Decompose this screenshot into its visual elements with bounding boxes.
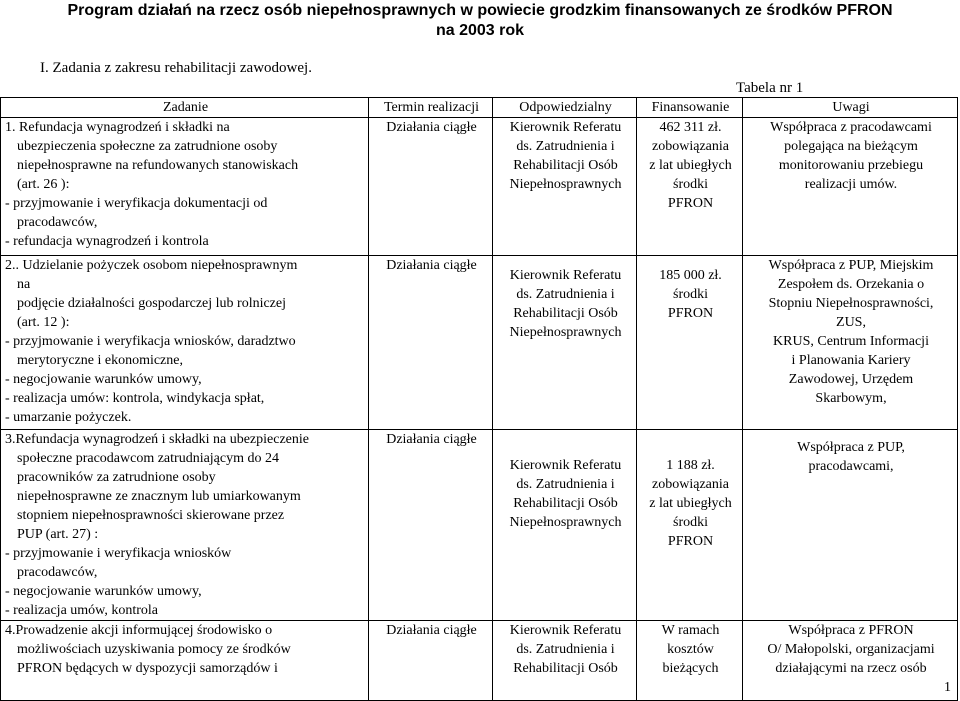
- term-cell: Działania ciągłe: [369, 430, 493, 621]
- responsible-cell-line: Rehabilitacji Osób: [513, 661, 618, 676]
- remarks-cell-line: Stopniu Niepełnosprawności,: [768, 296, 934, 311]
- responsible-cell: [493, 621, 637, 701]
- task-cell-line: - negocjowanie warunków umowy,: [5, 584, 202, 599]
- task-cell-line: 3.Refundacja wynagrodzeń i składki na ubezpieczenie: [5, 432, 309, 447]
- term-cell: Działania ciągłe: [369, 256, 493, 430]
- task-cell-line: stopniem niepełnosprawności skierowane przez: [17, 508, 285, 523]
- financing-cell-line: z lat ubiegłych: [649, 496, 732, 511]
- task-cell-line: możliwościach uzyskiwania pomocy ze środków: [17, 642, 291, 657]
- responsible-cell-line: Rehabilitacji Osób: [513, 496, 618, 511]
- remarks-cell: [743, 621, 958, 701]
- responsible-cell: [493, 118, 637, 256]
- remarks-cell-line: Współpraca z PUP, Miejskim: [768, 258, 934, 273]
- remarks-cell-line: polegająca na bieżącym: [784, 139, 918, 154]
- task-cell: [1, 621, 369, 701]
- remarks-cell-line: KRUS, Centrum Informacji: [773, 334, 929, 349]
- task-cell-line: niepełnosprawne ze znacznym lub umiarkowanym: [17, 489, 301, 504]
- remarks-cell: [743, 118, 958, 256]
- header-remarks: Uwagi: [743, 98, 958, 118]
- task-cell-line: ubezpieczenia społeczne za zatrudnione osoby: [17, 139, 278, 154]
- task-cell-line: pracodawców,: [17, 565, 98, 580]
- task-cell-line: 4.Prowadzenie akcji informującej środowisko o: [5, 623, 273, 638]
- task-cell-line: - negocjowanie warunków umowy,: [5, 372, 202, 387]
- responsible-cell-line: Kierownik Referatu: [509, 268, 622, 283]
- financing-cell: [637, 621, 743, 701]
- responsible-cell-line: Kierownik Referatu: [509, 458, 622, 473]
- task-cell-line: podjęcie działalności gospodarczej lub rolniczej: [17, 296, 287, 311]
- remarks-cell: [743, 430, 958, 621]
- responsible-cell: [493, 256, 637, 430]
- financing-cell: [637, 118, 743, 256]
- task-cell-line: 2.. Udzielanie pożyczek osobom niepełnosprawnym: [5, 258, 298, 273]
- task-cell-line: - przyjmowanie i weryfikacja wniosków: [5, 546, 232, 561]
- financing-cell-line: W ramach: [661, 623, 720, 638]
- responsible-cell-line: Niepełnosprawnych: [509, 177, 622, 192]
- task-cell-line: pracowników za zatrudnione osoby: [17, 470, 216, 485]
- remarks-cell-line: Skarbowym,: [815, 391, 887, 406]
- task-cell-line: PUP (art. 27) :: [17, 527, 99, 542]
- remarks-cell-line: ZUS,: [836, 315, 866, 330]
- financing-cell-line: zobowiązania: [652, 139, 729, 154]
- financing-cell: [637, 430, 743, 621]
- responsible-cell-line: ds. Zatrudnienia i: [516, 642, 615, 657]
- task-cell-line: - realizacja umów: kontrola, windykacja spłat,: [5, 391, 265, 406]
- remarks-cell-line: monitorowaniu przebiegu: [778, 158, 924, 173]
- table-row: [1, 430, 958, 621]
- remarks-cell-line: realizacji umów.: [804, 177, 898, 192]
- table-row: [1, 118, 958, 256]
- task-cell-line: - umarzanie pożyczek.: [5, 410, 132, 425]
- responsible-cell-line: ds. Zatrudnienia i: [516, 139, 615, 154]
- header-responsible: Odpowiedzialny: [493, 98, 637, 118]
- financing-cell-line: zobowiązania: [652, 477, 729, 492]
- table-row: [1, 256, 958, 430]
- task-cell-line: PFRON będących w dyspozycji samorządów i: [17, 661, 278, 676]
- task-cell: [1, 430, 369, 621]
- term-cell: Działania ciągłe: [369, 118, 493, 256]
- financing-cell-line: bieżących: [662, 661, 719, 676]
- remarks-cell-line: Współpraca z PFRON: [788, 623, 914, 638]
- responsible-cell-line: Rehabilitacji Osób: [513, 306, 618, 321]
- task-cell: [1, 256, 369, 430]
- task-cell: [1, 118, 369, 256]
- remarks-cell-line: Zawodowej, Urzędem: [788, 372, 914, 387]
- task-cell-line: niepełnosprawne na refundowanych stanowiskach: [17, 158, 299, 173]
- task-cell-line: pracodawców,: [17, 215, 98, 230]
- responsible-cell-line: Kierownik Referatu: [509, 623, 622, 638]
- responsible-cell: [493, 430, 637, 621]
- financing-cell-line: środki: [673, 515, 708, 530]
- financing-cell-line: PFRON: [667, 534, 714, 549]
- financing-cell: [637, 256, 743, 430]
- financing-cell-line: PFRON: [667, 196, 714, 211]
- remarks-cell: [743, 256, 958, 430]
- responsible-cell-line: Rehabilitacji Osób: [513, 158, 618, 173]
- responsible-cell-line: ds. Zatrudnienia i: [516, 287, 615, 302]
- task-cell-line: - refundacja wynagrodzeń i kontrola: [5, 234, 209, 249]
- section-heading: I. Zadania z zakresu rehabilitacji zawodowej.: [40, 60, 312, 76]
- table-row: [1, 621, 958, 701]
- header-term: Termin realizacji: [369, 98, 493, 118]
- task-cell-line: 1. Refundacja wynagrodzeń i składki na: [5, 120, 230, 135]
- financing-cell-line: z lat ubiegłych: [649, 158, 732, 173]
- task-cell-line: merytoryczne i ekonomiczne,: [17, 353, 183, 368]
- header-task: Zadanie: [1, 98, 369, 118]
- document-title-line-1: Program działań na rzecz osób niepełnosprawnych w powiecie grodzkim finansowanych ze środków PFRON: [67, 2, 893, 19]
- remarks-cell-line: pracodawcami,: [808, 459, 894, 474]
- remarks-cell-line: Współpraca z PUP,: [797, 440, 905, 455]
- financing-cell-line: 185 000 zł.: [659, 268, 722, 283]
- task-cell-line: - realizacja umów, kontrola: [5, 603, 159, 618]
- financing-cell-line: środki: [673, 287, 708, 302]
- responsible-cell-line: Kierownik Referatu: [509, 120, 622, 135]
- table-header-row: [1, 98, 958, 118]
- tasks-table: [0, 97, 958, 701]
- header-financing: Finansowanie: [637, 98, 743, 118]
- task-cell-line: - przyjmowanie i weryfikacja dokumentacji od: [5, 196, 268, 211]
- term-cell: Działania ciągłe: [369, 621, 493, 701]
- page-number: 1: [944, 680, 951, 695]
- remarks-cell-line: i Planowania Kariery: [791, 353, 911, 368]
- task-cell-line: - przyjmowanie i weryfikacja wniosków, daradztwo: [5, 334, 296, 349]
- task-cell-line: (art. 26 ):: [17, 177, 70, 192]
- financing-cell-line: środki: [673, 177, 708, 192]
- responsible-cell-line: Niepełnosprawnych: [509, 325, 622, 340]
- task-cell-line: społeczne pracodawcom zatrudniającym do 24: [17, 451, 280, 466]
- task-cell-line: (art. 12 ):: [17, 315, 70, 330]
- responsible-cell-line: Niepełnosprawnych: [509, 515, 622, 530]
- remarks-cell-line: Współpraca z pracodawcami: [770, 120, 932, 135]
- responsible-cell-line: ds. Zatrudnienia i: [516, 477, 615, 492]
- task-cell-line: na: [17, 277, 31, 292]
- remarks-cell-line: Zespołem ds. Orzekania o: [777, 277, 925, 292]
- financing-cell-line: kosztów: [667, 642, 714, 657]
- financing-cell-line: PFRON: [667, 306, 714, 321]
- document-title-line-2: na 2003 rok: [435, 22, 525, 39]
- financing-cell-line: 1 188 zł.: [666, 458, 715, 473]
- table-number: Tabela nr 1: [736, 80, 804, 96]
- remarks-cell-line: działającymi na rzecz osób: [775, 661, 927, 676]
- financing-cell-line: 462 311 zł.: [659, 120, 722, 135]
- remarks-cell-line: O/ Małopolski, organizacjami: [767, 642, 935, 657]
